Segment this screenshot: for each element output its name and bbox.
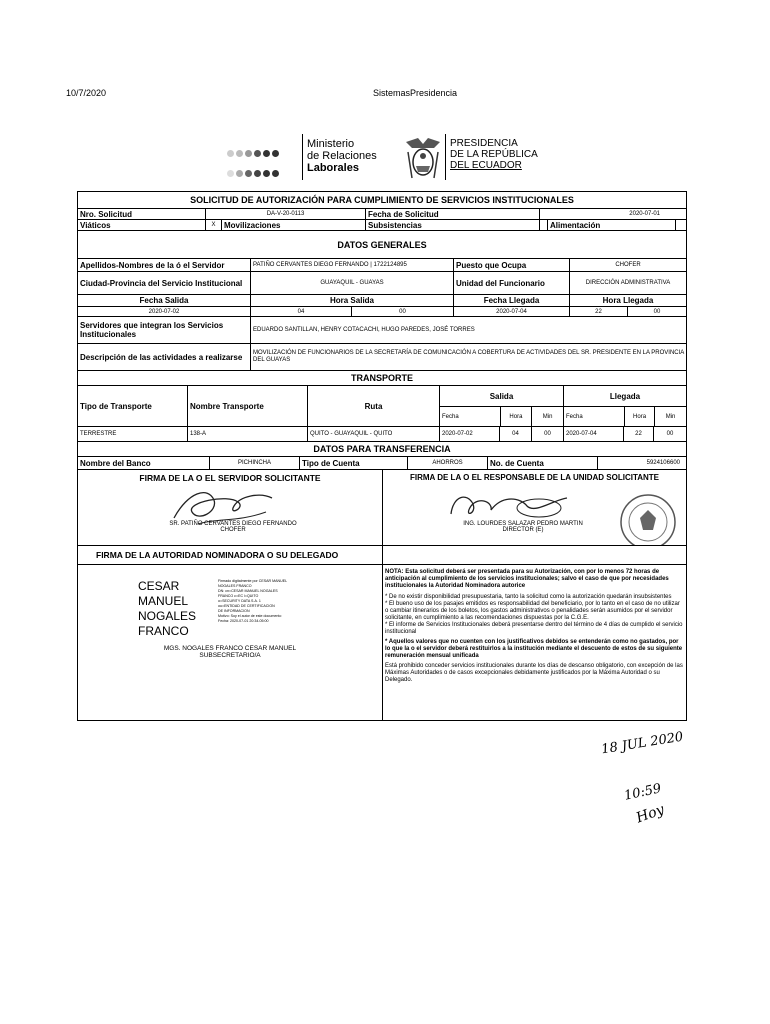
descripcion-value: MOVILIZACIÓN DE FUNCIONARIOS DE LA SECRETARÍA DE COMUNICACIÓN A COBERTURA DE ACTIVIDADES DEL SR. PRESIDENTE EN LA PROVINCIA DEL GUAYAS bbox=[253, 350, 684, 363]
autoridad-cargo: SUBSECRETARIO/A bbox=[199, 652, 261, 659]
hora-salida-h: 04 bbox=[251, 307, 352, 316]
firma-autoridad-box bbox=[78, 565, 383, 720]
section-transferencia: DATOS PARA TRANSFERENCIA bbox=[78, 442, 686, 457]
ciudad-value: GUAYAQUIL - GUAYAS bbox=[251, 272, 454, 294]
servidores-value: EDUARDO SANTILLAN, HENRY COTACACHI, HUGO PAREDES, JOSÉ TORRES bbox=[253, 327, 475, 333]
fecha-salida-value: 2020-07-02 bbox=[78, 307, 251, 316]
row-fechas-values bbox=[78, 307, 686, 317]
handwritten-time: 10:59 bbox=[622, 781, 663, 804]
received-date-stamp: 18 JUL 2020 bbox=[600, 729, 685, 758]
row-firmas bbox=[78, 470, 686, 546]
section-datos-generales: DATOS GENERALES bbox=[78, 231, 686, 259]
esig-name: CESAR MANUEL NOGALES FRANCO bbox=[138, 579, 197, 638]
tipo-cuenta-value: AHORROS bbox=[408, 457, 488, 469]
hora-llegada-m: 00 bbox=[653, 308, 661, 315]
handwritten-initials: Hoy bbox=[634, 801, 667, 827]
nombre-transporte-value: 138-A bbox=[188, 427, 308, 441]
section-transporte: TRANSPORTE bbox=[78, 371, 686, 386]
official-seal-icon bbox=[613, 490, 683, 545]
row-descripcion: Descripción de las actividades a realizarse MOVILIZACIÓN DE FUNCIONARIOS DE LA SECRETARÍA DE COMUNICACIÓN A COBERTURA DE ACTIVIDADES DEL SR. PRESIDENTE EN LA PROVINCIA DEL GUAYAS bbox=[78, 344, 686, 371]
ministerio-logo bbox=[226, 144, 304, 182]
autoridad-nombre: MGS. NOGALES FRANCO CESAR MANUEL bbox=[163, 645, 297, 652]
form-title: SOLICITUD DE AUTORIZACIÓN PARA CUMPLIMIENTO DE SERVICIOS INSTITUCIONALES bbox=[78, 192, 686, 209]
ministerio-name: Ministerio de Relaciones Laborales bbox=[307, 138, 377, 174]
nota-bullet-4: * Aquellos valores que no cuenten con los justificativos debidos se entenderán como no gastados, por lo que la o el servidor deberá restituirlos a la institución mediante el descuento de estos de su siguiente remuneración mensual unificada bbox=[385, 639, 683, 659]
row-tipo-solicitud: Viáticos X Movilizaciones Subsistencias Alimentación bbox=[78, 220, 686, 231]
hora-llegada-h: 22 bbox=[570, 307, 628, 316]
nota-bullet-1: * De no existir disponibilidad presupuestaria, tanto la solicitud como la autorización quedarán insubsistentes bbox=[385, 594, 672, 600]
transporte-row: TERRESTRE 138-A QUITO - GUAYAQUIL - QUITO 2020-07-02 04 00 2020-07-04 22 00 bbox=[78, 427, 686, 442]
banco-value: PICHINCHA bbox=[210, 457, 300, 469]
puesto-value: CHOFER bbox=[615, 262, 641, 268]
row-nro-solicitud: Nro. Solicitud DA-V-20-0113 Fecha de Solicitud 2020-07-01 bbox=[78, 209, 686, 220]
firma-responsable-box: FIRMA DE LA O EL RESPONSABLE DE LA UNIDAD SOLICITANTE ING. LOURDES SALAZAR PEDRO MARTIN DIRECTOR (E) bbox=[383, 470, 686, 545]
servidor-firma-cargo: CHOFER bbox=[220, 527, 246, 533]
transporte-header: Tipo de Transporte Nombre Transporte Ruta Salida Fecha Hora Min Llegada Fecha Hora Min bbox=[78, 386, 686, 427]
nota-bullet-5: Está prohibido conceder servicios institucionales durante los días de descanso obligatorio, con excepción de las Máximas Autoridades o de casos excepcionales debidamente justificados por la Máxima Autoridad o su Delegado. bbox=[385, 663, 683, 683]
esig-detail: Firmado digitalmente por CESAR MANUEL NOGALES FRANCO DN: cn=CESAR MANUEL NOGALES FRANCO c=EC l=QUITO o=SECURITY DATA S.A. 1 ou=ENTIDAD DE CERTIFICACION DE INFORMACION Motivo: Soy el autor de este documento Fecha: 2020-07-01 20:34-05:00 bbox=[218, 579, 288, 623]
print-date: 10/7/2020 bbox=[66, 88, 107, 98]
nota-text: NOTA: Esta solicitud deberá ser presentada para su Autorización, con por lo menos 72 horas de anticipación al cumplimiento de los servicios institucionales; salvo el caso de que por necesidades institucionales la Autoridad Nominadora autorice bbox=[385, 569, 669, 589]
tipo-transporte-value: TERRESTRE bbox=[78, 427, 188, 441]
solicitud-form bbox=[77, 191, 687, 721]
nota-bullet-3: * El informe de Servicios Institucionales deberá presentarse dentro del término de 4 días de cumplido el servicio institucional bbox=[385, 622, 683, 635]
unidad-value: DIRECCIÓN ADMINISTRATIVA bbox=[585, 280, 671, 286]
row-servidor: Apellidos-Nombres de la ó el Servidor PATIÑO CERVANTES DIEGO FERNANDO | 1722124895 Puesto que Ocupa CHOFER bbox=[78, 259, 686, 272]
logo-divider-2 bbox=[445, 134, 446, 180]
row-servidores: Servidores que integran los Servicios Institucionales EDUARDO SANTILLAN, HENRY COTACACHI, HUGO PAREDES, JOSÉ TORRES bbox=[78, 317, 686, 344]
subsistencias-check bbox=[540, 220, 548, 230]
row-banco: Nombre del Banco PICHINCHA Tipo de Cuenta AHORROS No. de Cuenta 5924106600 bbox=[78, 457, 686, 470]
row-autoridad-nota bbox=[78, 565, 686, 720]
row-firma-autoridad-label: FIRMA DE LA AUTORIDAD NOMINADORA O SU DELEGADO bbox=[78, 546, 686, 565]
nro-solicitud-value: DA-V-20-0113 bbox=[206, 209, 366, 219]
logo-divider bbox=[302, 134, 303, 180]
notas-box bbox=[383, 565, 686, 720]
ruta-value: QUITO - GUAYAQUIL - QUITO bbox=[308, 427, 440, 441]
fecha-solicitud-value: 2020-07-01 bbox=[629, 211, 660, 217]
movilizaciones-check: X bbox=[206, 220, 222, 230]
presidencia-name: PRESIDENCIA DE LA REPÚBLICA DEL ECUADOR bbox=[450, 138, 538, 171]
responsable-firma-cargo: DIRECTOR (E) bbox=[502, 527, 544, 533]
nota-bullet-2: * El bueno uso de los pasajes emitidos es responsabilidad del beneficiario, por lo tanto en el caso de no utilizar o cambiar itinerarios de los boletos, los gastos administrativos o penalidades serán asumidos por el servidor solicitante, en cumplimiento a las recomendaciones dispuestas por la C.G.E. bbox=[385, 601, 680, 621]
responsable-firma-nombre: ING. LOURDES SALAZAR PEDRO MARTIN bbox=[463, 521, 583, 527]
fecha-llegada-value: 2020-07-04 bbox=[454, 307, 570, 316]
servidor-firma-nombre: SR. PATIÑO CERVANTES DIEGO FERNANDO bbox=[169, 521, 297, 527]
hora-salida-m: 00 bbox=[352, 307, 454, 316]
row-ciudad: Ciudad-Provincia del Servicio Institucional GUAYAQUIL - GUAYAS Unidad del Funcionario DIRECCIÓN ADMINISTRATIVA bbox=[78, 272, 686, 295]
firma-servidor-box: FIRMA DE LA O EL SERVIDOR SOLICITANTE SR. PATIÑO CERVANTES DIEGO FERNANDO CHOFER bbox=[78, 470, 383, 545]
alimentacion-check bbox=[676, 220, 686, 230]
no-cuenta-value: 5924106600 bbox=[646, 460, 680, 466]
ecuador-coat-of-arms-icon bbox=[402, 134, 444, 182]
servidor-nombre: PATIÑO CERVANTES DIEGO FERNANDO | 1722124895 bbox=[251, 259, 454, 271]
print-source: SistemasPresidencia bbox=[373, 88, 458, 98]
row-fechas-labels: Fecha Salida Hora Salida Fecha Llegada Hora Llegada bbox=[78, 295, 686, 307]
